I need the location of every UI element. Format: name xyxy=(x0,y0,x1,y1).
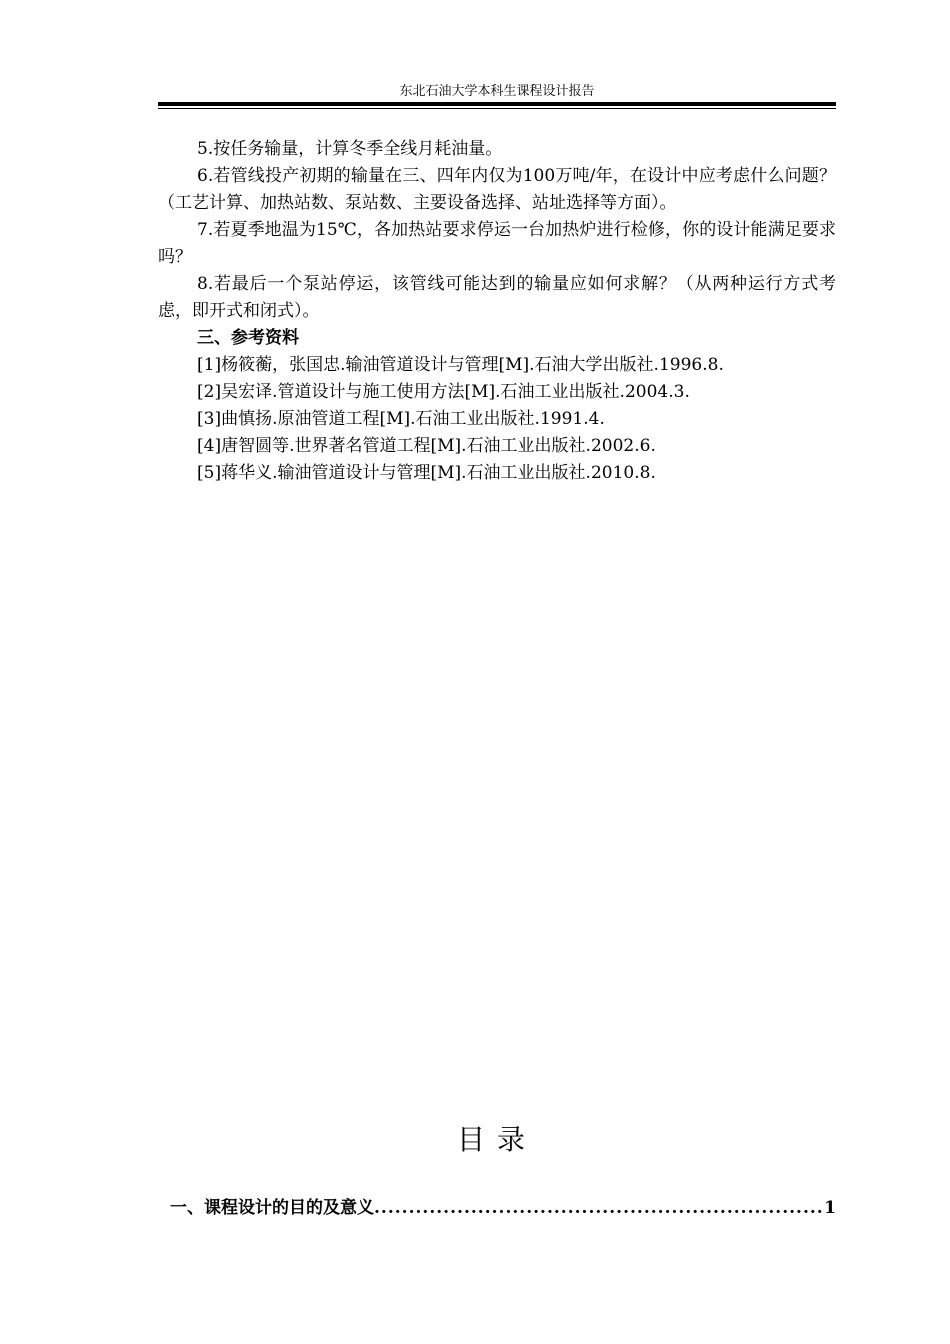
header-rule-thick xyxy=(158,102,836,106)
reference-item: [3]曲慎扬.原油管道工程[M].石油工业出版社.1991.4. xyxy=(197,409,605,429)
toc-title: 目录 xyxy=(456,1123,537,1156)
toc-leader-dots xyxy=(374,1198,824,1218)
page-header: 东北石油大学本科生课程设计报告 xyxy=(399,84,595,99)
reference-item: [2]吴宏译.管道设计与施工使用方法[M].石油工业出版社.2004.3. xyxy=(197,382,690,402)
document-body xyxy=(158,136,836,487)
section-heading-references: 三、参考资料 xyxy=(197,328,299,348)
toc-entry-page: 1 xyxy=(824,1198,836,1218)
paragraph-item-8: 8.若最后一个泵站停运，该管线可能达到的输量应如何求解？（从两种运行方式考虑，即开式和闭式）。 xyxy=(158,274,836,321)
reference-item: [1]杨筱蘅，张国忠.输油管道设计与管理[M].石油大学出版社.1996.8. xyxy=(197,355,724,375)
reference-item: [4]唐智圆等.世界著名管道工程[M].石油工业出版社.2002.6. xyxy=(197,436,656,456)
paragraph-item-5: 5.按任务输量，计算冬季全线月耗油量。 xyxy=(197,139,503,159)
header-rule-thin xyxy=(158,108,836,109)
paragraph-item-7: 7.若夏季地温为15℃，各加热站要求停运一台加热炉进行检修，你的设计能满足要求吗？ xyxy=(158,220,836,267)
toc-entry-label: 一、课程设计的目的及意义 xyxy=(170,1198,374,1218)
toc-entry[interactable] xyxy=(170,1193,836,1218)
reference-item: [5]蒋华义.输油管道设计与管理[M].石油工业出版社.2010.8. xyxy=(197,463,656,483)
paragraph-item-6: 6.若管线投产初期的输量在三、四年内仅为100万吨/年，在设计中应考虑什么问题？（工艺计算、加热站数、泵站数、主要设备选择、站址选择等方面）。 xyxy=(158,166,836,213)
